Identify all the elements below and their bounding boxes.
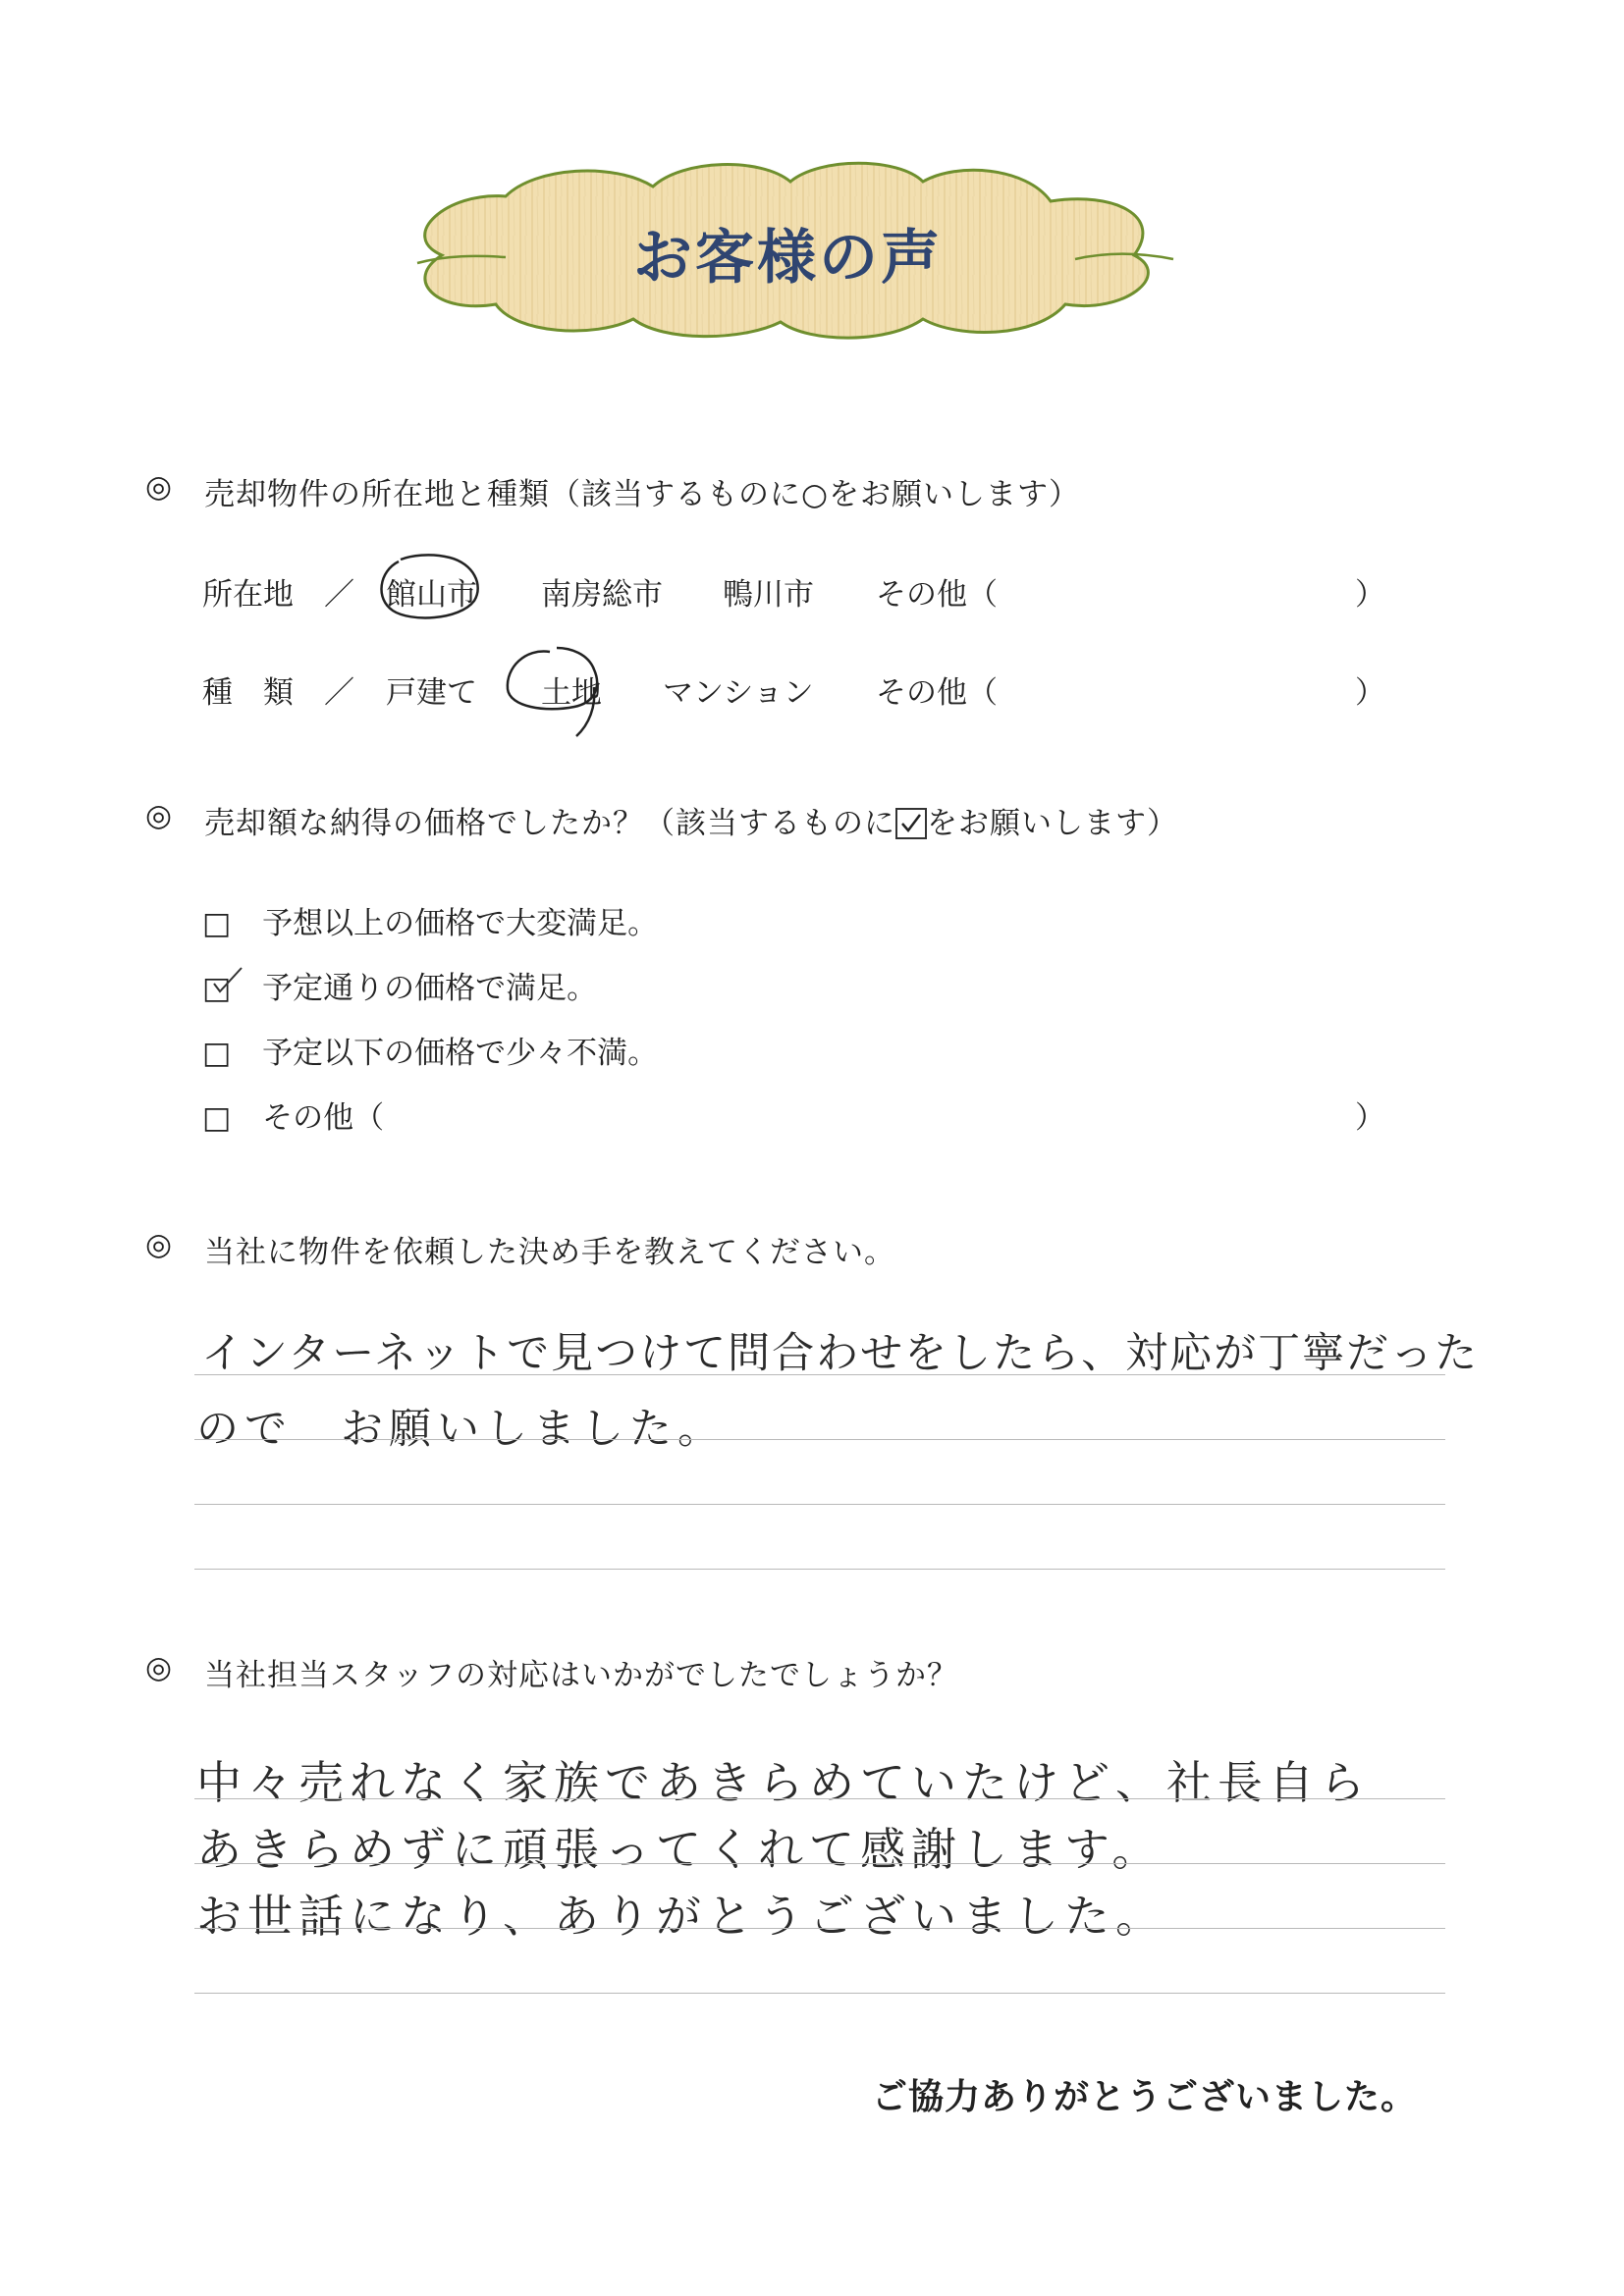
type-option-other[interactable]: その他（ (876, 675, 998, 711)
location-option-kamogawa[interactable]: 鴨川市 (723, 577, 814, 613)
price-choice-below[interactable] (202, 1028, 658, 1072)
location-circle-mark (371, 550, 489, 628)
q4-answer-line-1: 中々売れなく家族であきらめていたけど、社長自ら (196, 1756, 1371, 1809)
q4-answer-line-2: あきらめずに頑張ってくれて感謝します。 (196, 1823, 1164, 1876)
answer-rule (194, 1374, 1445, 1375)
q2-question (204, 798, 1178, 842)
type-option-mansion[interactable]: マンション (663, 675, 814, 711)
q4-answer-line-3: お世話になり、ありがとうございました。 (196, 1890, 1166, 1943)
q3-answer-line-2: ので お願いしました。 (196, 1405, 726, 1454)
answer-rule (194, 1863, 1445, 1864)
q3-answer-line-1: インターネットで見つけて問合わせをしたら、対応が丁寧だった (201, 1329, 1480, 1378)
price-choice-other[interactable] (202, 1093, 384, 1137)
checkbox-empty-icon[interactable]: □ (202, 1036, 232, 1071)
q2-question-after: をお願いします） (927, 806, 1178, 841)
type-other-close: ） (1355, 675, 1385, 711)
price-choice-label: 予定通りの価格で満足。 (262, 971, 598, 1006)
checkbox-checked-icon[interactable]: □ (202, 971, 232, 1006)
type-option-house[interactable]: 戸建て (386, 675, 477, 711)
price-choice-above[interactable] (202, 898, 658, 942)
type-circle-mark (496, 638, 614, 741)
handwritten-check-mark (208, 962, 247, 1001)
answer-rule (194, 1569, 1445, 1570)
answer-rule (194, 1798, 1445, 1799)
price-choice-label: その他（ (262, 1100, 385, 1136)
location-option-other[interactable]: その他（ (876, 577, 998, 613)
price-other-close: ） (1355, 1100, 1385, 1136)
page-title: お客様の声 (633, 224, 943, 293)
price-choice-as-planned[interactable] (202, 963, 597, 1007)
location-separator: ／ (324, 577, 354, 613)
answer-rule (194, 1928, 1445, 1929)
q3-question: 当社に物件を依頼した決め手を教えてください。 (204, 1235, 895, 1270)
q2-mark: ◎ (145, 798, 174, 833)
price-choice-label: 予定以下の価格で少々不満。 (262, 1036, 659, 1071)
q1-question: 売却物件の所在地と種類（該当するものに○をお願いします） (204, 477, 1081, 512)
type-separator: ／ (324, 675, 354, 711)
q1-mark: ◎ (145, 469, 174, 505)
answer-rule (194, 1504, 1445, 1505)
answer-rule (194, 1439, 1445, 1440)
checkbox-icon (895, 808, 927, 839)
location-option-tateyama[interactable]: 館山市 (386, 577, 477, 613)
type-label: 種 類 (202, 675, 294, 711)
checkbox-empty-icon[interactable]: □ (202, 1100, 232, 1136)
location-other-close: ） (1355, 577, 1385, 613)
closing-thanks: ご協力ありがとうございました。 (872, 2077, 1418, 2117)
location-option-minamiboso[interactable]: 南房総市 (541, 577, 663, 613)
type-option-land[interactable]: 土地 (541, 675, 602, 711)
q2-question-before: 売却額な納得の価格でしたか？（該当するものに (204, 806, 895, 841)
q4-mark: ◎ (145, 1650, 174, 1685)
answer-rule (194, 1993, 1445, 1994)
q3-mark: ◎ (145, 1227, 174, 1262)
checkbox-empty-icon[interactable]: □ (202, 906, 232, 941)
location-label: 所在地 (202, 577, 294, 613)
q4-question: 当社担当スタッフの対応はいかがでしたでしょうか？ (204, 1658, 958, 1693)
price-choice-label: 予想以上の価格で大変満足。 (262, 906, 659, 941)
